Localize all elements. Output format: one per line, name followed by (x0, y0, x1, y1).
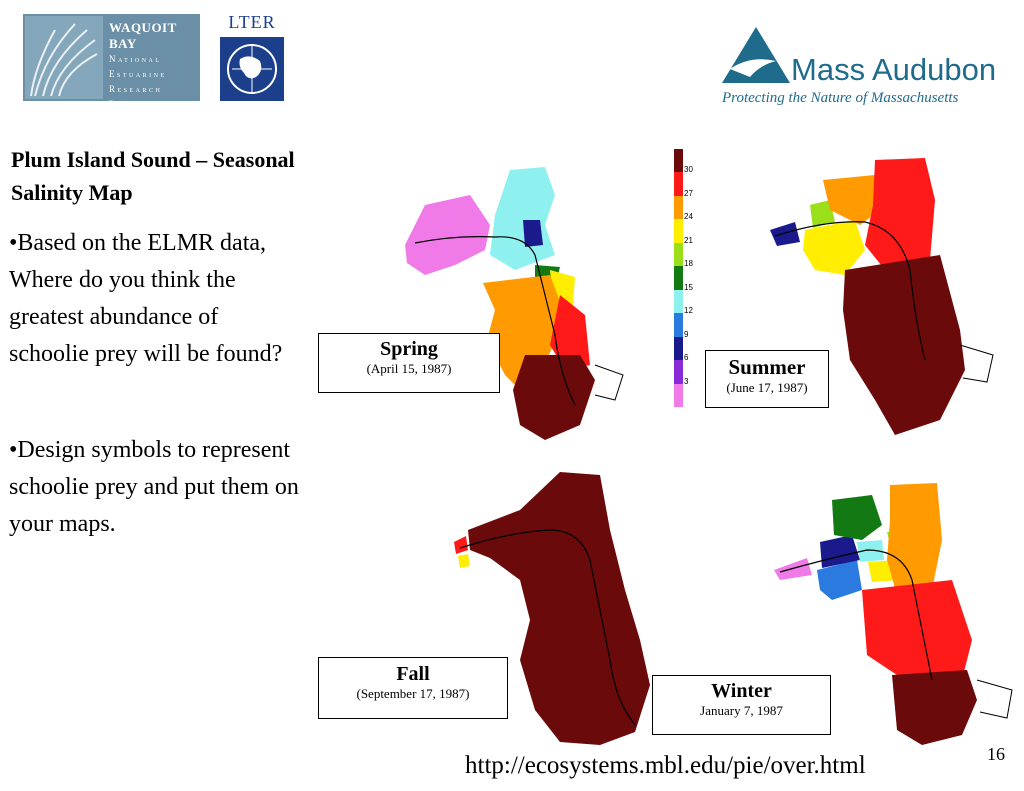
legend-swatch (674, 243, 683, 267)
bullet-instruction: •Design symbols to represent schoolie prey and put them on your maps. (9, 437, 299, 537)
legend-label: 18 (684, 259, 693, 269)
legend-label: 21 (684, 235, 693, 245)
winter-zone-pink (774, 558, 812, 580)
spring-season-label: Spring (380, 338, 438, 360)
legend-label: 15 (684, 282, 693, 292)
legend-label: 27 (684, 188, 693, 198)
legend-swatch (674, 337, 683, 361)
waquoit-bay-logo (23, 14, 200, 109)
summer-zone-red (865, 158, 935, 270)
summer-zone-yellow (803, 220, 865, 275)
spring-zone-cyan (490, 167, 555, 270)
legend-label: 9 (684, 329, 689, 339)
winter-zone-red (862, 580, 972, 685)
fall-label-box (318, 657, 508, 719)
legend-swatch (674, 219, 683, 243)
legend-swatch (674, 360, 683, 384)
summer-shoreline (960, 345, 993, 382)
source-url-link[interactable]: http://ecosystems.mbl.edu/pie/over.html (465, 752, 866, 779)
winter-zone-maroon (892, 670, 977, 745)
legend-swatch (674, 266, 683, 290)
fall-date-label: (September 17, 1987) (356, 686, 470, 701)
fall-zone-yellow (458, 554, 470, 568)
lter-logo: LTER (217, 12, 287, 102)
legend-swatch (674, 384, 683, 408)
winter-zone-green (832, 495, 882, 540)
legend-swatch (674, 313, 683, 337)
spring-zone-pink (405, 195, 490, 275)
summer-season-label: Summer (728, 355, 806, 379)
slide-title: Plum Island Sound – Seasonal Salinity Map (11, 147, 295, 205)
legend-label: 24 (684, 212, 693, 222)
spring-salinity-map (395, 165, 630, 445)
globe-icon (220, 37, 284, 101)
spring-zone-maroon (513, 355, 595, 440)
spring-zone-navy (523, 220, 543, 247)
winter-zone-orange (887, 483, 942, 595)
legend-swatch (674, 196, 683, 220)
legend-swatch (674, 149, 683, 173)
winter-season-label: Winter (711, 680, 772, 702)
winter-label-box (652, 675, 831, 735)
spring-shoreline (595, 365, 623, 400)
legend-swatch (674, 172, 683, 196)
legend-label: 12 (684, 306, 693, 316)
winter-date-label: January 7, 1987 (700, 703, 783, 718)
summer-label-box (705, 350, 829, 408)
summer-date-label: (June 17, 1987) (726, 380, 808, 395)
waquoit-bay-wordmark: WAQUOIT BAY National Estuarine Research Reserve (109, 20, 177, 109)
summer-zone-purple (770, 222, 800, 246)
spring-date-label: (April 15, 1987) (366, 361, 452, 376)
mass-audubon-logo: Mass Audubon Protecting the Nature of Massachusetts (720, 25, 1000, 115)
legend-swatch (674, 290, 683, 314)
winter-shoreline (977, 680, 1012, 718)
bullet-question: •Based on the ELMR data, Where do you think the greatest abundance of schoolie prey will be found? (9, 230, 283, 367)
audubon-bird-icon (720, 25, 792, 85)
marsh-grass-icon (25, 16, 103, 99)
spring-label-box (318, 333, 500, 393)
legend-label: 3 (684, 376, 689, 386)
legend-label: 30 (684, 165, 693, 175)
page-number: 16 (987, 744, 1005, 764)
legend-label: 6 (684, 353, 689, 363)
summer-zone-maroon (843, 255, 965, 435)
fall-zone-red (454, 536, 468, 554)
fall-season-label: Fall (396, 663, 430, 685)
